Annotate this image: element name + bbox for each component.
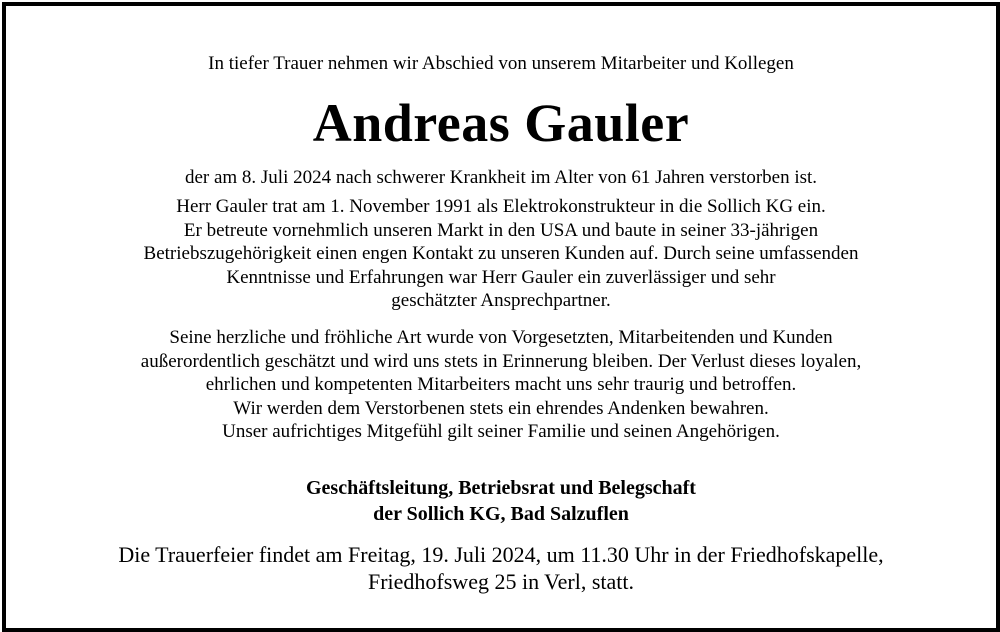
- funeral-line: Die Trauerfeier findet am Freitag, 19. Juli 2024, um 11.30 Uhr in der Friedhofskapelle,: [118, 542, 884, 567]
- signature-block: [6, 475, 996, 527]
- career-paragraph: [6, 195, 996, 313]
- signature-line: Geschäftsleitung, Betriebsrat und Belegschaft: [306, 477, 696, 499]
- paragraph-line: Wir werden dem Verstorbenen stets ein ehrendes Andenken bewahren.: [233, 397, 769, 419]
- funeral-line: Friedhofsweg 25 in Verl, statt.: [367, 569, 634, 594]
- paragraph-line: Kenntnisse und Erfahrungen war Herr Gauler ein zuverlässiger und sehr: [226, 266, 776, 288]
- paragraph-line: Herr Gauler trat am 1. November 1991 als Elektrokonstrukteur in die Sollich KG ein.: [176, 196, 826, 217]
- obituary-notice: [6, 6, 996, 628]
- paragraph-line: außerordentlich geschätzt und wird uns stets in Erinnerung bleiben. Der Verlust dieses loyalen,: [140, 350, 862, 372]
- intro-line: In tiefer Trauer nehmen wir Abschied von unserem Mitarbeiter und Kollegen: [208, 53, 794, 74]
- paragraph-line: Unser aufrichtiges Mitgefühl gilt seiner Familie und seinen Angehörigen.: [222, 421, 780, 442]
- signature-line: der Sollich KG, Bad Salzuflen: [373, 503, 629, 525]
- notice-border: [2, 2, 1000, 632]
- death-line: der am 8. Juli 2024 nach schwerer Krankheit im Alter von 61 Jahren verstorben ist.: [184, 167, 818, 188]
- paragraph-line: Seine herzliche und fröhliche Art wurde von Vorgesetzten, Mitarbeitenden und Kunden: [169, 327, 833, 348]
- deceased-name: Andreas Gauler: [312, 93, 690, 153]
- paragraph-line: ehrlichen und kompetenten Mitarbeiters macht uns sehr traurig und betroffen.: [205, 374, 797, 395]
- funeral-info: [6, 541, 996, 595]
- paragraph-line: Betriebszugehörigkeit einen engen Kontakt zu unseren Kunden auf. Durch seine umfassenden: [143, 243, 859, 264]
- tribute-paragraph: [6, 326, 996, 444]
- paragraph-line: Er betreute vornehmlich unseren Markt in den USA und baute in seiner 33-jährigen: [183, 219, 819, 241]
- paragraph-line: geschätzter Ansprechpartner.: [391, 290, 611, 311]
